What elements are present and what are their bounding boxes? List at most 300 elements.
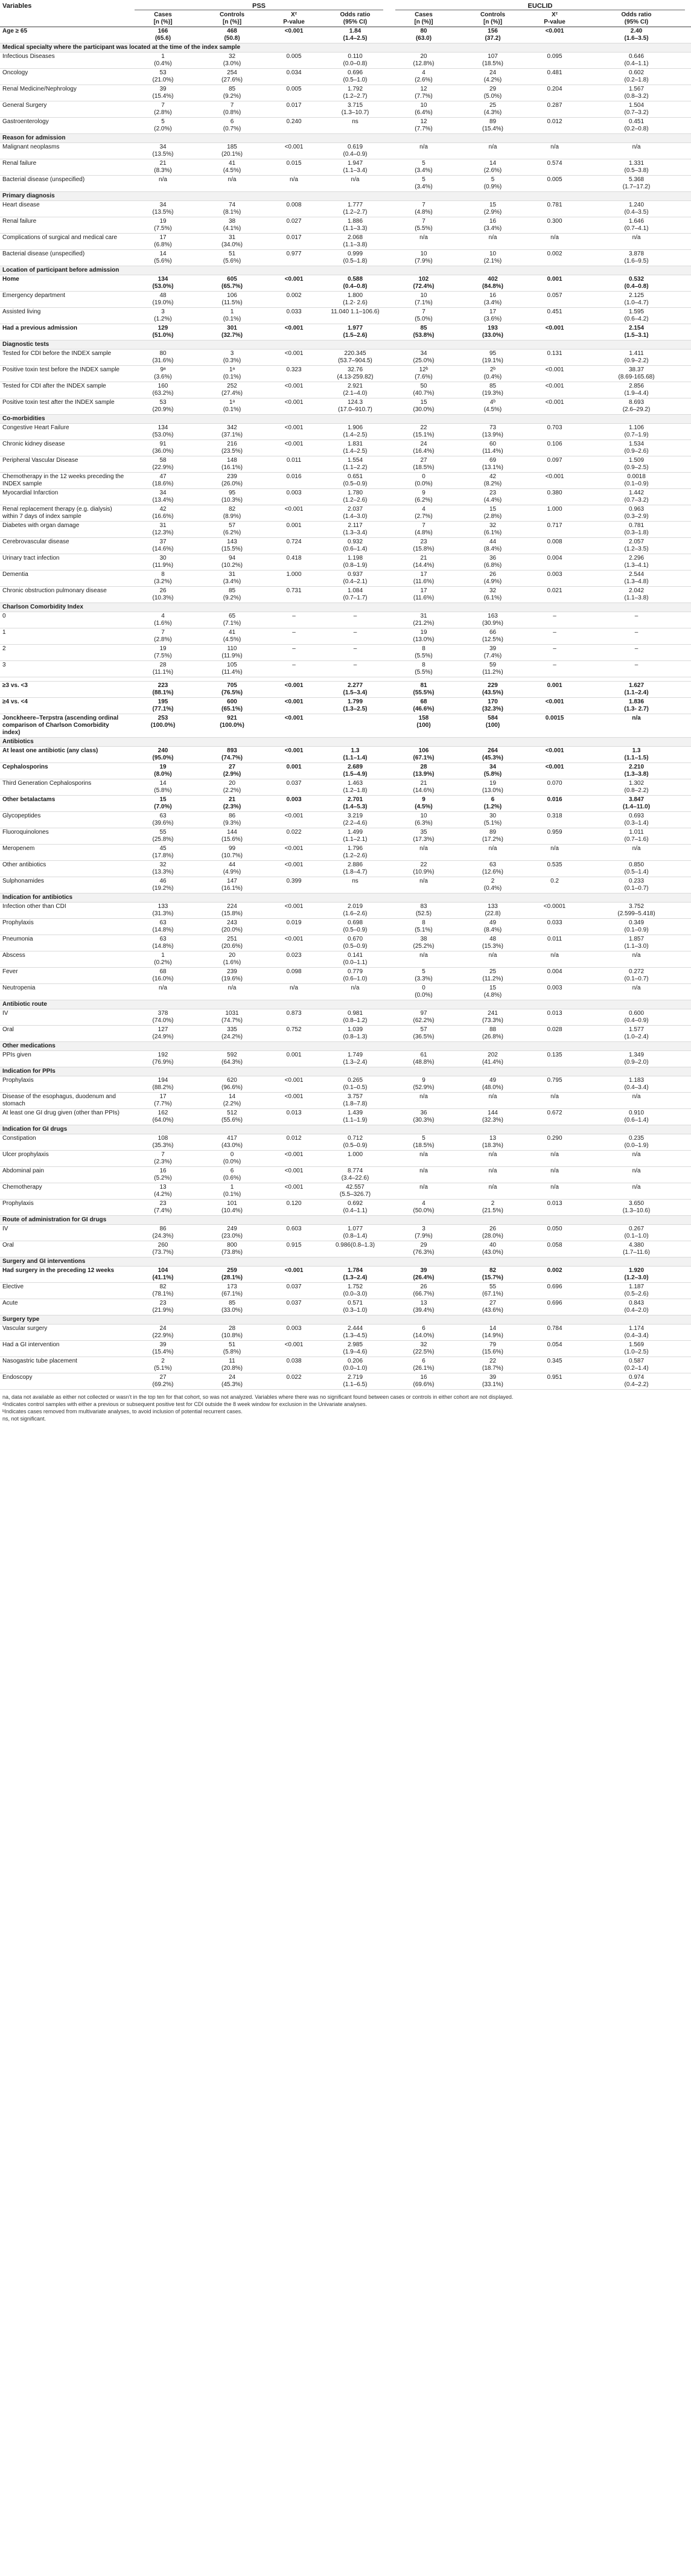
row-label: Prophylaxis <box>0 1076 129 1093</box>
table-cell: 34 (13.5%) <box>129 201 197 217</box>
table-cell: 14 (2.2%) <box>197 1093 267 1109</box>
row-label: Oral <box>0 1026 129 1042</box>
table-cell: 31 (12.3%) <box>129 522 197 538</box>
table-cell: 1.752 (0.0–3.0) <box>321 1283 389 1299</box>
table-cell: 9 (6.2%) <box>389 489 458 505</box>
table-cell: 592 (64.3%) <box>197 1051 267 1067</box>
table-row <box>0 861 691 877</box>
table-cell: 1.920 (1.2–3.0) <box>582 1267 691 1283</box>
table-row <box>0 984 691 1000</box>
table-cell: 0.986(0.8–1.3) <box>321 1241 389 1258</box>
table-cell: 10 (6.3%) <box>389 812 458 828</box>
table-cell: 1.977 (1.5–2.6) <box>321 324 389 340</box>
table-row <box>0 217 691 234</box>
table-cell: 241 (73.3%) <box>458 1009 527 1026</box>
variables-header: Variables <box>2 2 32 10</box>
table-cell: 2.886 (1.8–4.7) <box>321 861 389 877</box>
table-cell: 24 (22.9%) <box>129 1325 197 1341</box>
table-cell: 1.077 (0.8–1.4) <box>321 1225 389 1241</box>
table-cell: n/a <box>129 176 197 192</box>
table-row <box>0 903 691 919</box>
table-cell: 104 (41.1%) <box>129 1267 197 1283</box>
table-cell: 34 (13.5%) <box>129 143 197 159</box>
table-cell: n/a <box>389 951 458 968</box>
table-cell: 134 (53.0%) <box>129 424 197 440</box>
section-header-row <box>0 1216 691 1225</box>
table-cell: 0.999 (0.5–1.8) <box>321 250 389 266</box>
table-cell: 17 (11.6%) <box>389 570 458 587</box>
table-cell: 39 (15.4%) <box>129 1341 197 1357</box>
table-cell: 16 (3.4%) <box>458 292 527 308</box>
table-cell: 23 (7.4%) <box>129 1200 197 1216</box>
table-cell: 4 (1.6%) <box>129 612 197 628</box>
table-cell: n/a <box>582 714 691 738</box>
table-cell: 63 (39.6%) <box>129 812 197 828</box>
row-label: Renal failure <box>0 217 129 234</box>
table-cell: 7 (4.8%) <box>389 201 458 217</box>
row-label: Renal failure <box>0 159 129 176</box>
table-row <box>0 201 691 217</box>
table-cell: 51 (5.6%) <box>197 250 267 266</box>
table-cell: 0.037 <box>267 1283 321 1299</box>
table-cell: 44 (4.9%) <box>197 861 267 877</box>
table-cell: 14 (5.8%) <box>129 779 197 796</box>
table-cell: 3.752 (2.599–5.418) <box>582 903 691 919</box>
table-cell: 2 (0.4%) <box>458 877 527 893</box>
row-label: Bacterial disease (unspecified) <box>0 176 129 192</box>
table-cell: 3.847 (1.4–11.0) <box>582 796 691 812</box>
table-cell: 44 (8.4%) <box>458 538 527 554</box>
table-cell: 253 (100.0%) <box>129 714 197 738</box>
col-header: X² P-value <box>267 11 321 27</box>
table-cell: n/a <box>389 1151 458 1167</box>
col-header: Odds ratio (95% CI) <box>321 11 389 27</box>
row-label: Glycopeptides <box>0 812 129 828</box>
table-cell: 32 (6.1%) <box>458 522 527 538</box>
table-cell: 0 (0.0%) <box>389 984 458 1000</box>
table-cell: 249 (23.0%) <box>197 1225 267 1241</box>
header-column-row <box>0 11 691 27</box>
table-cell: 0.2 <box>527 877 582 893</box>
table-cell: 6 (1.2%) <box>458 796 527 812</box>
table-cell: 0.131 <box>527 350 582 366</box>
table-cell: 32 (3.0%) <box>197 53 267 69</box>
header-blank <box>0 11 129 27</box>
spacer-row <box>0 677 691 682</box>
table-cell: 2.057 (1.2–3.5) <box>582 538 691 554</box>
table-cell: 1.567 (0.8–3.2) <box>582 85 691 101</box>
table-cell: 0.712 (0.5–0.9) <box>321 1134 389 1151</box>
table-row <box>0 1009 691 1026</box>
table-cell: 1.777 (1.2–2.7) <box>321 201 389 217</box>
table-cell: 63 (14.8%) <box>129 919 197 935</box>
table-row <box>0 877 691 893</box>
section-title: Surgery type <box>0 1315 691 1325</box>
table-cell: 105 (11.4%) <box>197 661 267 677</box>
table-cell: 2.689 (1.5–4.9) <box>321 763 389 779</box>
table-cell: 86 (9.3%) <box>197 812 267 828</box>
table-cell: 26 (10.3%) <box>129 587 197 603</box>
table-cell: 239 (19.6%) <box>197 968 267 984</box>
table-cell: 51 (5.8%) <box>197 1341 267 1357</box>
table-cell: 216 (23.5%) <box>197 440 267 456</box>
table-cell: 0.651 (0.5–0.9) <box>321 473 389 489</box>
table-cell: 2.042 (1.1–3.8) <box>582 587 691 603</box>
table-cell: 0.692 (0.4–1.1) <box>321 1200 389 1216</box>
table-cell: n/a <box>582 1151 691 1167</box>
table-cell: 0.070 <box>527 779 582 796</box>
row-label: Assisted living <box>0 308 129 324</box>
table-cell: 1.463 (1.2–1.8) <box>321 779 389 796</box>
table-cell: 55 (25.8%) <box>129 828 197 845</box>
table-cell: 163 (30.9%) <box>458 612 527 628</box>
table-cell: 301 (32.7%) <box>197 324 267 340</box>
table-cell: 35 (17.3%) <box>389 828 458 845</box>
row-label: Infectious Diseases <box>0 53 129 69</box>
table-cell: 10 (7.1%) <box>389 292 458 308</box>
table-row <box>0 763 691 779</box>
table-cell: n/a <box>389 845 458 861</box>
table-cell: 0.012 <box>267 1134 321 1151</box>
table-cell: 1.174 (0.4–3.4) <box>582 1325 691 1341</box>
table-cell: 17 (7.7%) <box>129 1093 197 1109</box>
table-cell: 8 (5.5%) <box>389 645 458 661</box>
table-cell: 0.731 <box>267 587 321 603</box>
table-cell: 48 (15.3%) <box>458 935 527 951</box>
table-cell: 42 (16.6%) <box>129 505 197 522</box>
table-cell: 9ᵃ (3.6%) <box>129 366 197 382</box>
table-cell: 0.717 <box>527 522 582 538</box>
table-cell: 0.843 (0.4–2.0) <box>582 1299 691 1315</box>
table-cell: 417 (43.0%) <box>197 1134 267 1151</box>
table-cell: 1.749 (1.3–2.4) <box>321 1051 389 1067</box>
table-cell: n/a <box>582 845 691 861</box>
table-cell: 27 (43.6%) <box>458 1299 527 1315</box>
table-cell: 17 (6.8%) <box>129 234 197 250</box>
row-label: General Surgery <box>0 101 129 118</box>
table-cell: 9 (4.5%) <box>389 796 458 812</box>
table-cell: 1.187 (0.5–2.6) <box>582 1283 691 1299</box>
table-cell: 158 (100) <box>389 714 458 738</box>
row-label: IV <box>0 1225 129 1241</box>
table-row <box>0 747 691 763</box>
table-cell: 21 (2.3%) <box>197 796 267 812</box>
table-cell: 4ᵇ (4.5%) <box>458 398 527 415</box>
col-header: Controls [n (%)] <box>458 11 527 27</box>
table-cell: 39 (33.1%) <box>458 1373 527 1390</box>
table-cell: 22 (10.9%) <box>389 861 458 877</box>
table-row <box>0 85 691 101</box>
table-cell: 39 (26.4%) <box>389 1267 458 1283</box>
table-cell: 173 (67.1%) <box>197 1283 267 1299</box>
table-cell: 83 (52.5) <box>389 903 458 919</box>
table-cell: 0.951 <box>527 1373 582 1390</box>
table-cell: 0.017 <box>267 234 321 250</box>
table-cell: <0.001 <box>267 845 321 861</box>
table-cell: n/a <box>582 1167 691 1183</box>
table-cell: 27 (69.2%) <box>129 1373 197 1390</box>
table-cell: 0.910 (0.6–1.4) <box>582 1109 691 1125</box>
table-cell: 5 (2.0%) <box>129 118 197 134</box>
table-cell: – <box>582 661 691 677</box>
table-cell: 9 (52.9%) <box>389 1076 458 1093</box>
table-cell: 0.784 <box>527 1325 582 1341</box>
table-cell: 133 (22.8) <box>458 903 527 919</box>
table-row <box>0 1341 691 1357</box>
table-cell: 38 (25.2%) <box>389 935 458 951</box>
table-cell: 110 (11.9%) <box>197 645 267 661</box>
table-cell: 0.752 <box>267 1026 321 1042</box>
table-cell: 0.019 <box>267 919 321 935</box>
table-cell: – <box>527 661 582 677</box>
table-cell: 7 (4.8%) <box>389 522 458 538</box>
table-cell: 0.619 (0.4–0.9) <box>321 143 389 159</box>
table-cell: 1 (0.1%) <box>197 1183 267 1200</box>
row-label: At least one GI drug given (other than PPIs) <box>0 1109 129 1125</box>
section-title: Location of participant before admission <box>0 266 691 275</box>
table-cell: 264 (45.3%) <box>458 747 527 763</box>
table-cell: 85 (33.0%) <box>197 1299 267 1315</box>
table-row <box>0 919 691 935</box>
table-cell: 0.004 <box>527 554 582 570</box>
table-cell: 86 (24.3%) <box>129 1225 197 1241</box>
table-row <box>0 69 691 85</box>
table-cell: 0.098 <box>267 968 321 984</box>
table-cell: 3 (0.3%) <box>197 350 267 366</box>
table-cell: 1.411 (0.9–2.2) <box>582 350 691 366</box>
table-cell: 4 (2.7%) <box>389 505 458 522</box>
section-header-row <box>0 1315 691 1325</box>
table-row <box>0 1325 691 1341</box>
table-cell: 0.106 <box>527 440 582 456</box>
table-cell: 53 (20.9%) <box>129 398 197 415</box>
table-cell: 37 (14.6%) <box>129 538 197 554</box>
table-row <box>0 324 691 340</box>
table-cell: 13 (4.2%) <box>129 1183 197 1200</box>
table-cell: 1ᵃ (0.1%) <box>197 398 267 415</box>
table-row <box>0 382 691 398</box>
table-cell: 705 (76.5%) <box>197 682 267 698</box>
table-cell: 0.054 <box>527 1341 582 1357</box>
pss-header: PSS <box>129 0 389 11</box>
table-row <box>0 1267 691 1283</box>
table-cell: <0.001 <box>527 747 582 763</box>
table-cell: – <box>267 661 321 677</box>
table-row <box>0 350 691 366</box>
table-row <box>0 714 691 738</box>
table-cell: 89 (17.2%) <box>458 828 527 845</box>
table-cell: 7 (5.5%) <box>389 217 458 234</box>
table-cell: 1.504 (0.7–3.2) <box>582 101 691 118</box>
table-row <box>0 1051 691 1067</box>
table-cell: 0.003 <box>527 984 582 1000</box>
section-title: Reason for admission <box>0 134 691 143</box>
table-cell: n/a <box>527 845 582 861</box>
table-cell: n/a <box>458 951 527 968</box>
row-label: Had a GI intervention <box>0 1341 129 1357</box>
table-row <box>0 473 691 489</box>
table-cell: 0.265 (0.1–0.5) <box>321 1076 389 1093</box>
table-row <box>0 101 691 118</box>
section-header-row <box>0 415 691 424</box>
table-cell: <0.001 <box>267 747 321 763</box>
table-cell: 27 (18.5%) <box>389 456 458 473</box>
table-row <box>0 292 691 308</box>
table-cell: 28 (13.9%) <box>389 763 458 779</box>
section-title: Indication for antibiotics <box>0 893 691 903</box>
table-cell: 259 (28.1%) <box>197 1267 267 1283</box>
table-cell: 108 (35.3%) <box>129 1134 197 1151</box>
table-cell: 2.125 (1.0–4.7) <box>582 292 691 308</box>
table-cell: 2.154 (1.5–3.1) <box>582 324 691 340</box>
col-header: Controls [n (%)] <box>197 11 267 27</box>
table-row <box>0 1373 691 1390</box>
table-cell: 148 (16.1%) <box>197 456 267 473</box>
row-label: Vascular surgery <box>0 1325 129 1341</box>
section-title: Antibiotics <box>0 738 691 747</box>
table-cell: n/a <box>197 176 267 192</box>
row-label: Infection other than CDI <box>0 903 129 919</box>
table-cell: – <box>321 661 389 677</box>
table-cell: n/a <box>321 176 389 192</box>
row-label: 0 <box>0 612 129 628</box>
table-cell: 26 (66.7%) <box>389 1283 458 1299</box>
table-cell: 5 (3.4%) <box>389 159 458 176</box>
table-cell: 97 (62.2%) <box>389 1009 458 1026</box>
table-cell: <0.001 <box>267 1167 321 1183</box>
table-row <box>0 1357 691 1373</box>
table-cell: 0.380 <box>527 489 582 505</box>
table-cell: 1.831 (1.4–2.5) <box>321 440 389 456</box>
section-title: Antibiotic route <box>0 1000 691 1009</box>
table-cell: <0.001 <box>267 440 321 456</box>
table-cell: 45 (17.8%) <box>129 845 197 861</box>
table-cell: 68 (16.0%) <box>129 968 197 984</box>
table-cell: 0.095 <box>527 53 582 69</box>
table-cell: 0.532 (0.4–0.8) <box>582 275 691 292</box>
table-cell: 40 (43.0%) <box>458 1241 527 1258</box>
table-cell: 59 (11.2%) <box>458 661 527 677</box>
table-cell: 240 (95.0%) <box>129 747 197 763</box>
table-cell: 2ᵇ (0.4%) <box>458 366 527 382</box>
table-row <box>0 440 691 456</box>
table-cell: 1.3 (1.1–1.5) <box>582 747 691 763</box>
row-label: Abdominal pain <box>0 1167 129 1183</box>
table-cell: n/a <box>582 234 691 250</box>
table-cell: 584 (100) <box>458 714 527 738</box>
table-cell: 2.296 (1.3–4.1) <box>582 554 691 570</box>
table-cell: – <box>321 645 389 661</box>
table-cell: 0.290 <box>527 1134 582 1151</box>
table-cell: 193 (33.0%) <box>458 324 527 340</box>
table-cell: 32 (22.5%) <box>389 1341 458 1357</box>
row-label: Other betalactams <box>0 796 129 812</box>
table-cell: 0.588 (0.4–0.8) <box>321 275 389 292</box>
table-cell: 0.345 <box>527 1357 582 1373</box>
table-cell: 0.013 <box>527 1009 582 1026</box>
table-cell: 0.696 <box>527 1283 582 1299</box>
row-label: Fluoroquinolones <box>0 828 129 845</box>
table-row <box>0 682 691 698</box>
table-cell: 13 (39.4%) <box>389 1299 458 1315</box>
table-row <box>0 628 691 645</box>
table-cell: 63 (12.6%) <box>458 861 527 877</box>
row-label: 2 <box>0 645 129 661</box>
table-cell: 65 (7.1%) <box>197 612 267 628</box>
section-header-row <box>0 134 691 143</box>
table-cell: 0.002 <box>527 250 582 266</box>
table-cell: 31 (34.0%) <box>197 234 267 250</box>
row-label: Chemotherapy <box>0 1183 129 1200</box>
table-cell: 0.781 (0.3–1.8) <box>582 522 691 538</box>
table-cell: 22 (18.7%) <box>458 1357 527 1373</box>
table-cell: 7 (0.8%) <box>197 101 267 118</box>
table-cell: 468 (50.8) <box>197 27 267 43</box>
section-header-row <box>0 603 691 612</box>
table-cell: 1.3 (1.1–1.4) <box>321 747 389 763</box>
table-cell: 0.703 <box>527 424 582 440</box>
row-label: Dementia <box>0 570 129 587</box>
table-cell: 29 (76.3%) <box>389 1241 458 1258</box>
table-cell: 12ᵇ (7.6%) <box>389 366 458 382</box>
table-cell: <0.001 <box>527 473 582 489</box>
table-row <box>0 845 691 861</box>
table-cell: – <box>321 628 389 645</box>
section-title: Diagnostic tests <box>0 340 691 350</box>
table-cell: 1.331 (0.5–3.8) <box>582 159 691 176</box>
table-cell: 893 (74.7%) <box>197 747 267 763</box>
table-cell: 0.015 <box>267 159 321 176</box>
table-row <box>0 398 691 415</box>
table-cell: 192 (76.9%) <box>129 1051 197 1067</box>
table-cell: 34 (5.8%) <box>458 763 527 779</box>
row-label: ≥3 vs. <3 <box>0 682 129 698</box>
euclid-header: EUCLID <box>389 0 691 11</box>
footnote: na, data not available as either not collected or wasn’t in the top ten for that cohort, so was not analyzed. Variables where there was no significant found between cases or controls in either cohort are not displayed. <box>2 1394 514 1400</box>
table-cell: 0.981 (0.8–1.2) <box>321 1009 389 1026</box>
table-cell: 605 (65.7%) <box>197 275 267 292</box>
table-cell: <0.001 <box>267 1076 321 1093</box>
footnote: ᵃIndicates control samples with either a previous or subsequent positive test for CDI outside the 8 week window for exclusion in the Univariate analyses. <box>2 1401 368 1407</box>
table-row <box>0 951 691 968</box>
table-cell: 7 (5.0%) <box>389 308 458 324</box>
table-cell: 1.800 (1.2- 2.6) <box>321 292 389 308</box>
table-cell: 30 (5.1%) <box>458 812 527 828</box>
table-cell: 0.012 <box>527 118 582 134</box>
table-cell: 134 (53.0%) <box>129 275 197 292</box>
table-cell: 0 (0.0%) <box>389 473 458 489</box>
table-cell: 1.240 (0.4–3.5) <box>582 201 691 217</box>
table-cell: 2.701 (1.4–5.3) <box>321 796 389 812</box>
table-cell: 7 (2.8%) <box>129 101 197 118</box>
table-cell: 5 (3.4%) <box>389 176 458 192</box>
table-cell: 2 (21.5%) <box>458 1200 527 1216</box>
table-cell: 0.318 <box>527 812 582 828</box>
table-cell: 0.233 (0.1–0.7) <box>582 877 691 893</box>
table-cell: 1.302 (0.8–2.2) <box>582 779 691 796</box>
table-cell: 6 (0.6%) <box>197 1167 267 1183</box>
table-cell: 20 (12.8%) <box>389 53 458 69</box>
table-cell: 144 (32.3%) <box>458 1109 527 1125</box>
spacer <box>0 677 691 682</box>
table-cell: 0.038 <box>267 1357 321 1373</box>
table-cell: 378 (74.0%) <box>129 1009 197 1026</box>
table-cell: 25 (4.3%) <box>458 101 527 118</box>
table-cell: 0.603 <box>267 1225 321 1241</box>
table-cell: 260 (73.7%) <box>129 1241 197 1258</box>
table-row <box>0 250 691 266</box>
table-cell: 29 (5.0%) <box>458 85 527 101</box>
